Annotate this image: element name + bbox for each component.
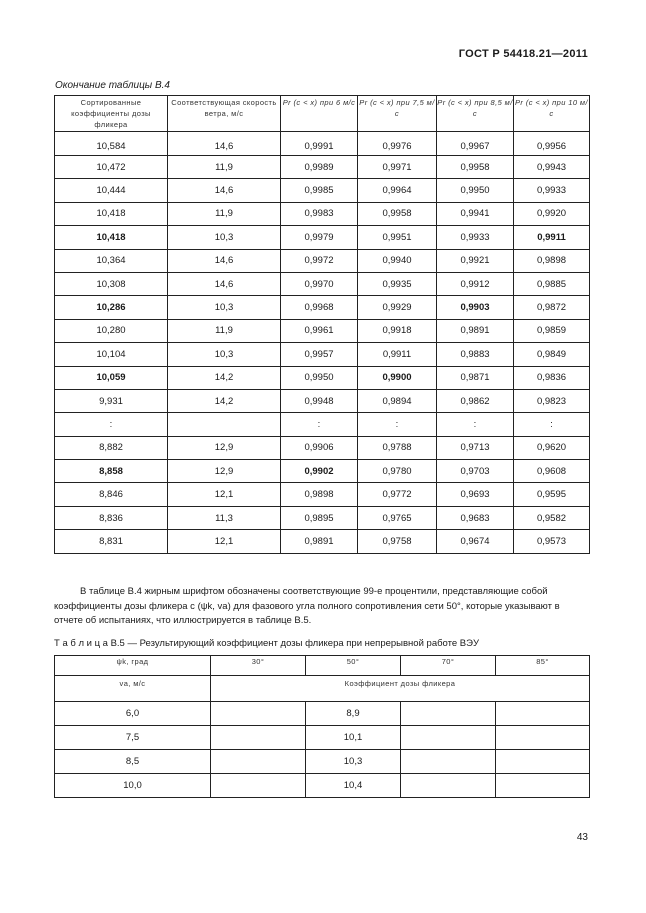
table-row xyxy=(55,436,590,459)
table-cell: 0,9918 xyxy=(358,319,437,342)
table-cell xyxy=(496,702,590,726)
table-cell: 10,3 xyxy=(168,226,281,249)
table-cell: : xyxy=(358,413,437,436)
table-cell: 0,9979 xyxy=(281,226,358,249)
col-header-pr-8-5: Pr (c < x) при 8,5 м/с xyxy=(437,96,514,132)
table-row xyxy=(55,202,590,225)
table-cell: 10,280 xyxy=(55,319,168,342)
table-cell: 10,104 xyxy=(55,343,168,366)
table-cell: 0,9903 xyxy=(437,296,514,319)
table-cell xyxy=(168,413,281,436)
table-cell: 0,9780 xyxy=(358,460,437,483)
table-cell: 0,9912 xyxy=(437,272,514,295)
table-row xyxy=(55,530,590,553)
table-cell: 14,6 xyxy=(168,132,281,156)
table-cell: 11,3 xyxy=(168,506,281,529)
table-cell: 14,2 xyxy=(168,366,281,389)
angle-50: 50° xyxy=(306,656,401,676)
table-cell: 14,6 xyxy=(168,249,281,272)
table-cell: 0,9964 xyxy=(358,179,437,202)
table-cell: 0,9958 xyxy=(358,202,437,225)
table-cell: 0,9920 xyxy=(514,202,590,225)
table-cell: 8,882 xyxy=(55,436,168,459)
table-cell: 0,9983 xyxy=(281,202,358,225)
table-cell: 10,1 xyxy=(306,726,401,750)
table-cell: : xyxy=(514,413,590,436)
table-cell: 8,846 xyxy=(55,483,168,506)
table-cell: 0,9971 xyxy=(358,156,437,179)
table-cell: 0,9898 xyxy=(514,249,590,272)
table-cell: 0,9836 xyxy=(514,366,590,389)
table-cell: 0,9941 xyxy=(437,202,514,225)
table-row xyxy=(55,460,590,483)
table-cell: 0,9933 xyxy=(514,179,590,202)
paragraph-line-3: отчете об испытаниях, что иллюстрируется в таблице В.5. xyxy=(54,615,312,626)
table-cell: 0,9921 xyxy=(437,249,514,272)
table-cell: 0,9951 xyxy=(358,226,437,249)
table-cell: 12,9 xyxy=(168,436,281,459)
table-row xyxy=(55,506,590,529)
table-cell: 11,9 xyxy=(168,319,281,342)
col-header-sorted-coefficients: Сортированные коэффициенты дозы фликера xyxy=(55,96,168,132)
coefficient-label: Коэффициент дозы фликера xyxy=(211,676,590,702)
table-cell: 10,418 xyxy=(55,202,168,225)
table-cell: 0,9911 xyxy=(358,343,437,366)
table-cell: 0,9989 xyxy=(281,156,358,179)
table-cell: 0,9608 xyxy=(514,460,590,483)
table-cell: 9,931 xyxy=(55,389,168,412)
angle-label: ψk, град xyxy=(55,656,211,676)
table-cell: 0,9823 xyxy=(514,389,590,412)
table-cell: 0,9906 xyxy=(281,436,358,459)
table-cell xyxy=(401,774,496,798)
table-cell: 0,9862 xyxy=(437,389,514,412)
table-cell xyxy=(211,702,306,726)
table-cell: 12,1 xyxy=(168,530,281,553)
table-cell: 8,858 xyxy=(55,460,168,483)
table-cell: 0,9948 xyxy=(281,389,358,412)
table-row xyxy=(55,132,590,156)
table-cell: 0,9950 xyxy=(281,366,358,389)
table-cell: 0,9898 xyxy=(281,483,358,506)
angle-85: 85° xyxy=(496,656,590,676)
table-row xyxy=(55,413,590,436)
table-row xyxy=(55,179,590,202)
angle-70: 70° xyxy=(401,656,496,676)
table-cell: 0,9620 xyxy=(514,436,590,459)
table-cell: 0,9967 xyxy=(437,132,514,156)
table-cell: 10,3 xyxy=(168,343,281,366)
document-code: ГОСТ Р 54418.21—2011 xyxy=(458,48,588,60)
table-cell: 0,9940 xyxy=(358,249,437,272)
table-b5 xyxy=(54,655,590,798)
table-cell: 0,9943 xyxy=(514,156,590,179)
table-cell: 0,9895 xyxy=(281,506,358,529)
table-row xyxy=(55,249,590,272)
table-b4 xyxy=(54,95,590,554)
table-cell: 0,9976 xyxy=(358,132,437,156)
table-cell: 10,444 xyxy=(55,179,168,202)
table-cell: 0,9693 xyxy=(437,483,514,506)
col-header-pr-10: Pr (c < x) при 10 м/с xyxy=(514,96,590,132)
table-b4-caption: Окончание таблицы В.4 xyxy=(55,80,170,91)
speed-label: va, м/с xyxy=(55,676,211,702)
table-cell: 14,2 xyxy=(168,389,281,412)
table-cell: 0,9758 xyxy=(358,530,437,553)
table-row xyxy=(55,389,590,412)
table-cell: 0,9935 xyxy=(358,272,437,295)
paragraph-line-1: В таблице В.4 жирным шрифтом обозначены соответствующие 99-е процентили, представляющие собой xyxy=(80,586,548,597)
table-cell: 14,6 xyxy=(168,272,281,295)
paragraph-line-2: коэффициенты дозы фликера с (ψk, va) для фазового угла полного сопротивления сети 50°, которые указывают в xyxy=(54,600,560,612)
table-row xyxy=(55,702,590,726)
table-cell: 0,9985 xyxy=(281,179,358,202)
table-cell: 0,9950 xyxy=(437,179,514,202)
table-cell: 0,9883 xyxy=(437,343,514,366)
table-cell: 8,831 xyxy=(55,530,168,553)
table-cell: 0,9772 xyxy=(358,483,437,506)
table-cell: 0,9765 xyxy=(358,506,437,529)
col-header-pr-6: Pr (c < x) при 6 м/с xyxy=(281,96,358,132)
table-cell: 11,9 xyxy=(168,156,281,179)
table-cell: 10,0 xyxy=(55,774,211,798)
page-number: 43 xyxy=(576,832,588,843)
table-cell: 0,9872 xyxy=(514,296,590,319)
table-row xyxy=(55,483,590,506)
table-cell: 10,286 xyxy=(55,296,168,319)
table-cell: 0,9972 xyxy=(281,249,358,272)
table-row xyxy=(55,750,590,774)
table-cell xyxy=(401,726,496,750)
table-cell: 0,9961 xyxy=(281,319,358,342)
table-b4-header-row xyxy=(55,96,590,132)
table-cell: 0,9933 xyxy=(437,226,514,249)
table-row xyxy=(55,319,590,342)
table-cell: 0,9859 xyxy=(514,319,590,342)
table-cell: 10,308 xyxy=(55,272,168,295)
table-cell xyxy=(401,702,496,726)
table-b5-angle-row xyxy=(55,656,590,676)
table-cell: 0,9911 xyxy=(514,226,590,249)
table-cell xyxy=(211,774,306,798)
explanatory-paragraph xyxy=(54,585,589,629)
table-cell: : xyxy=(437,413,514,436)
table-cell: 0,9894 xyxy=(358,389,437,412)
table-cell xyxy=(211,726,306,750)
table-cell: 0,9891 xyxy=(437,319,514,342)
table-cell: 10,364 xyxy=(55,249,168,272)
table-cell: 8,9 xyxy=(306,702,401,726)
table-cell: 0,9885 xyxy=(514,272,590,295)
table-cell: 12,1 xyxy=(168,483,281,506)
table-cell: 12,9 xyxy=(168,460,281,483)
table-cell xyxy=(496,726,590,750)
table-cell: 10,3 xyxy=(306,750,401,774)
table-cell: 0,9573 xyxy=(514,530,590,553)
table-cell: : xyxy=(55,413,168,436)
table-cell xyxy=(401,750,496,774)
table-cell: 10,3 xyxy=(168,296,281,319)
table-cell: 14,6 xyxy=(168,179,281,202)
table-cell: 8,5 xyxy=(55,750,211,774)
table-cell: 0,9788 xyxy=(358,436,437,459)
table-cell: 0,9956 xyxy=(514,132,590,156)
table-cell: 0,9957 xyxy=(281,343,358,366)
table-row xyxy=(55,774,590,798)
col-header-wind-speed: Соответствующая скорость ветра, м/с xyxy=(168,96,281,132)
table-cell: 0,9900 xyxy=(358,366,437,389)
table-cell xyxy=(496,774,590,798)
table-cell: 0,9849 xyxy=(514,343,590,366)
table-cell: 6,0 xyxy=(55,702,211,726)
table-cell: 0,9891 xyxy=(281,530,358,553)
table-row xyxy=(55,366,590,389)
table-cell: 10,4 xyxy=(306,774,401,798)
table-row xyxy=(55,726,590,750)
table-cell: 8,836 xyxy=(55,506,168,529)
table-cell: 0,9871 xyxy=(437,366,514,389)
col-header-pr-7-5: Pr (c < x) при 7,5 м/с xyxy=(358,96,437,132)
table-cell xyxy=(211,750,306,774)
table-cell: 0,9703 xyxy=(437,460,514,483)
table-b5-caption: Т а б л и ц а В.5 — Результирующий коэффициент дозы фликера при непрерывной работе ВЭУ xyxy=(54,638,479,649)
table-row xyxy=(55,343,590,366)
table-cell: 10,472 xyxy=(55,156,168,179)
table-row xyxy=(55,226,590,249)
table-row xyxy=(55,156,590,179)
table-row xyxy=(55,296,590,319)
table-cell: 0,9958 xyxy=(437,156,514,179)
table-cell: 0,9683 xyxy=(437,506,514,529)
table-cell: 0,9713 xyxy=(437,436,514,459)
table-cell: 11,9 xyxy=(168,202,281,225)
table-cell: 0,9991 xyxy=(281,132,358,156)
table-cell: 0,9968 xyxy=(281,296,358,319)
table-row xyxy=(55,272,590,295)
table-cell: 0,9902 xyxy=(281,460,358,483)
table-b5-coef-header-row xyxy=(55,676,590,702)
table-cell: 0,9929 xyxy=(358,296,437,319)
table-cell: 0,9970 xyxy=(281,272,358,295)
table-cell: 10,418 xyxy=(55,226,168,249)
angle-30: 30° xyxy=(211,656,306,676)
table-cell: 0,9674 xyxy=(437,530,514,553)
table-cell xyxy=(496,750,590,774)
table-cell: 7,5 xyxy=(55,726,211,750)
table-cell: 0,9595 xyxy=(514,483,590,506)
table-cell: 10,584 xyxy=(55,132,168,156)
table-cell: : xyxy=(281,413,358,436)
table-cell: 10,059 xyxy=(55,366,168,389)
table-cell: 0,9582 xyxy=(514,506,590,529)
